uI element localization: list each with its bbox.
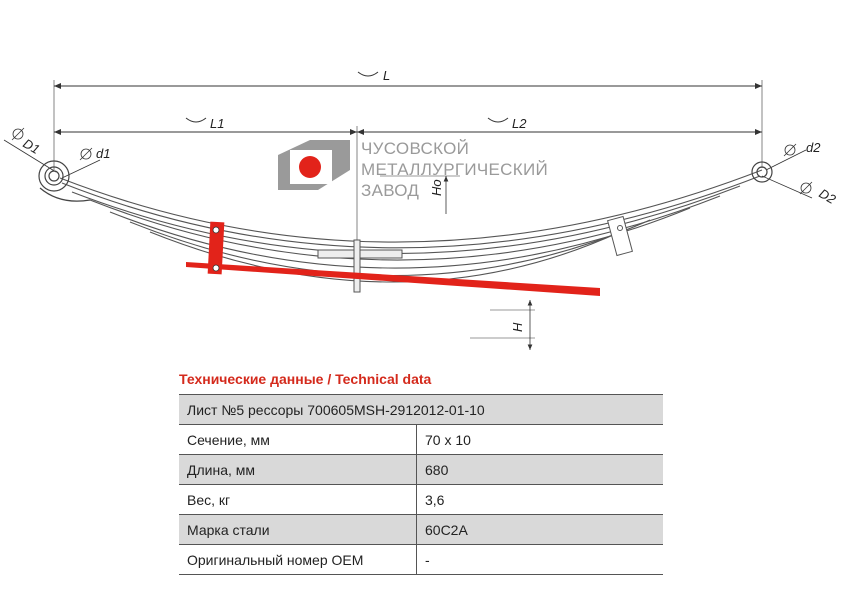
dimension-right-eye [762, 144, 812, 198]
dim-label-L2: L2 [512, 116, 527, 131]
table-header-row [179, 395, 663, 425]
table-row [179, 455, 663, 485]
dimension-left-eye [4, 128, 100, 178]
dim-label-L: L [383, 68, 391, 83]
row-label: Вес, кг [179, 485, 417, 515]
row-value: 60С2А [417, 515, 664, 545]
table-header: Лист №5 рессоры 700605MSH-2912012-01-10 [179, 395, 663, 425]
row-label: Марка стали [179, 515, 417, 545]
dim-label-D1: D1 [20, 135, 43, 157]
logo-line-2: МЕТАЛЛУРГИЧЕСКИЙ [361, 160, 548, 179]
dim-label-D2: D2 [816, 185, 839, 207]
logo-line-1: ЧУСОВСКОЙ [361, 139, 470, 158]
logo-line-3: ЗАВОД [361, 181, 420, 200]
row-value: 3,6 [417, 485, 664, 515]
table-row [179, 515, 663, 545]
row-label: Длина, мм [179, 455, 417, 485]
dim-label-Ho: Ho [429, 179, 444, 196]
left-eye [39, 161, 90, 201]
row-value: 70 x 10 [417, 425, 664, 455]
dim-label-L1: L1 [210, 116, 225, 131]
dim-label-H: H [510, 322, 525, 332]
dimension-H [470, 300, 535, 350]
dim-label-d2: d2 [806, 140, 821, 155]
row-value: 680 [417, 455, 664, 485]
logo-dot-icon [299, 156, 321, 178]
table-row [179, 425, 663, 455]
row-value: - [417, 545, 664, 575]
company-logo [278, 139, 548, 200]
dim-label-d1: d1 [96, 146, 111, 161]
table-row [179, 545, 663, 575]
spec-title: Технические данные / Technical data [179, 371, 432, 387]
table-row [179, 485, 663, 515]
row-label: Сечение, мм [179, 425, 417, 455]
row-label: Оригинальный номер OEM [179, 545, 417, 575]
spec-table [179, 394, 663, 575]
